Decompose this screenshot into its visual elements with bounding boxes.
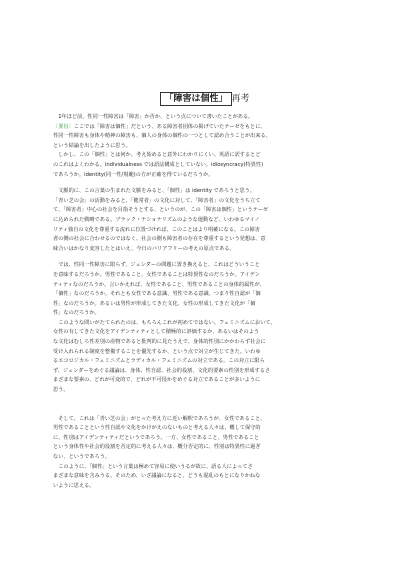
text-line: 性」なのだろうか。あるいは男性が形成してきた文化、女性の形成してきた文化が「個 xyxy=(53,300,256,307)
paragraph xyxy=(53,415,373,463)
text-line: 味合いはかなり変容したとはいえ、今日のバリアフリーの考えの原点である。 xyxy=(53,245,235,252)
paragraph xyxy=(53,319,373,396)
paragraph xyxy=(53,113,373,151)
paragraph xyxy=(53,187,373,254)
paragraph-gap xyxy=(53,254,373,261)
text-line: に込められた戦略である。ブラック・ナショナリズムのような運動など、いわゆるマイノ xyxy=(53,216,260,223)
text-line: 性」なのだろうか。 xyxy=(53,310,100,317)
text-line: しかし、この「個性」とは何か。考え始めると意外にわかりにくい。英語に訳するとど xyxy=(53,152,261,159)
text-line: を意味するだろうか。男性であること、女性であることは特異性なのだろうか。アイデン xyxy=(53,271,260,278)
paragraph xyxy=(53,151,373,180)
text-line: ない、というであろう。 xyxy=(53,454,111,460)
title-rest: 再考 xyxy=(231,94,250,104)
text-line: そして、これは「青い芝の会」がとった考え方に近い解釈であろうが、女性であること、 xyxy=(53,415,266,422)
highlight-label: 〔要旨〕 xyxy=(53,123,74,130)
text-line: 性同一性障害も身体や精神の障害も、個人の身体の個性の一つとして認め合うことが出来る、 xyxy=(53,133,271,140)
text-line: 者の側の社会に合わせるのではなく、社会の側も障害者の存在を尊重するという発想は、意 xyxy=(53,236,266,243)
paragraph xyxy=(53,463,373,492)
text-line: 1年ほど前、性同一性障害は「障害」か否か、という点について書いたことがある。 xyxy=(53,114,254,120)
text-line: て、「障害者」中心の社会を目指そうとする、というのが、この「障害は個性」というテーゼ xyxy=(53,207,269,214)
paragraph-gap xyxy=(53,180,373,187)
document-title xyxy=(0,92,410,106)
text-line: のこれはよくわかる。individualness では語法構成としていない。idiosyncracy(特異性) xyxy=(53,161,264,168)
text-line: 「青い芝の会」の活動をみると、「健常者」の文化に対して、「障害者」の文化をうち立て xyxy=(53,197,261,204)
text-line: に、性別はアイデンティティだというであろう。一方、女性であること、男性であること xyxy=(53,434,260,441)
text-line: まざまな意味を含みうる。そのため、いざ議論になると、どうも混乱のもとになりかねな xyxy=(53,473,261,480)
text-line: まざまな要素の、どれが可変的で、どれが不可侵かをめぐる対立であることが多いように xyxy=(53,377,261,384)
text-line: 男性であることという性自認や文化をかけがえのないものと考える人々は、概して保守的 xyxy=(53,425,261,432)
text-line: ティティなのだろうか。言いかえれば、女性であること、男性であることの身体的属性が、 xyxy=(53,281,265,288)
text-line: 受け入れられる制度を整備することを優先するか、という点で対立が生じてきた。いわゆ xyxy=(53,348,261,355)
text-line: ず、ジェンダーをめぐる議論は、身体、性自認、社会的役割、文化的要素の性別を形成するさ xyxy=(53,367,271,374)
text-line: では、性同一性障害に限らず、ジェンダーの問題に置き換えると、これはどういうこと xyxy=(53,262,260,269)
text-line: 思う。 xyxy=(53,387,69,394)
paragraph xyxy=(53,261,373,319)
text-line: 文脈的に、この言葉の生まれた文脈をみると、「個性」は identity であろうと思う。 xyxy=(53,188,256,195)
text-line: という結論を出したように思う。 xyxy=(53,142,131,149)
text-line: このような問いがたてられたのは、もちろんこれが初めてではない。フェミニズムにおいて、 xyxy=(53,319,276,326)
text-line: るエコロジカル・フェミニズムとラディカル・フェミニズムの対立である。この対立に限ら xyxy=(53,358,265,365)
text-line: 女性の有してきた文化をアイデンティティとして積極的に評価するか、あるいはそのよう xyxy=(53,329,260,336)
text-line: であろうか。identity(同一性/規範)の方が正確を得ているだろうか。 xyxy=(53,171,214,178)
title-boxed: 「障害は個性」 xyxy=(160,92,231,106)
document-body xyxy=(53,113,373,491)
text-line: 「個性」なのだろうか。それとも女性である意識、男性である意識、つまり性自認が「個 xyxy=(53,291,261,298)
text-line: いように思える。 xyxy=(53,482,95,489)
text-line: 〔要旨〕ここでは「障害は個性」だという、ある障害者団体の掲げていたテーゼをもとに、 xyxy=(53,123,266,130)
text-line: このように、「個性」という言葉は極めて容易に使いうるが故に、語る人によってさ xyxy=(53,463,253,470)
text-line: リティ独自の文化を尊重する流れに位置づければ、このことはより明確になる。この障害 xyxy=(53,226,260,233)
paragraph-gap xyxy=(53,396,373,415)
text-line: な文化はむしろ性差別の産物であると批判的に見たうえで、身体的性別にかかわらず社会に xyxy=(53,339,266,346)
text-line: という身体性や社会的役割を否定的に考える人々は、概分否定的に、性別は特異性に過ぎ xyxy=(53,444,261,451)
